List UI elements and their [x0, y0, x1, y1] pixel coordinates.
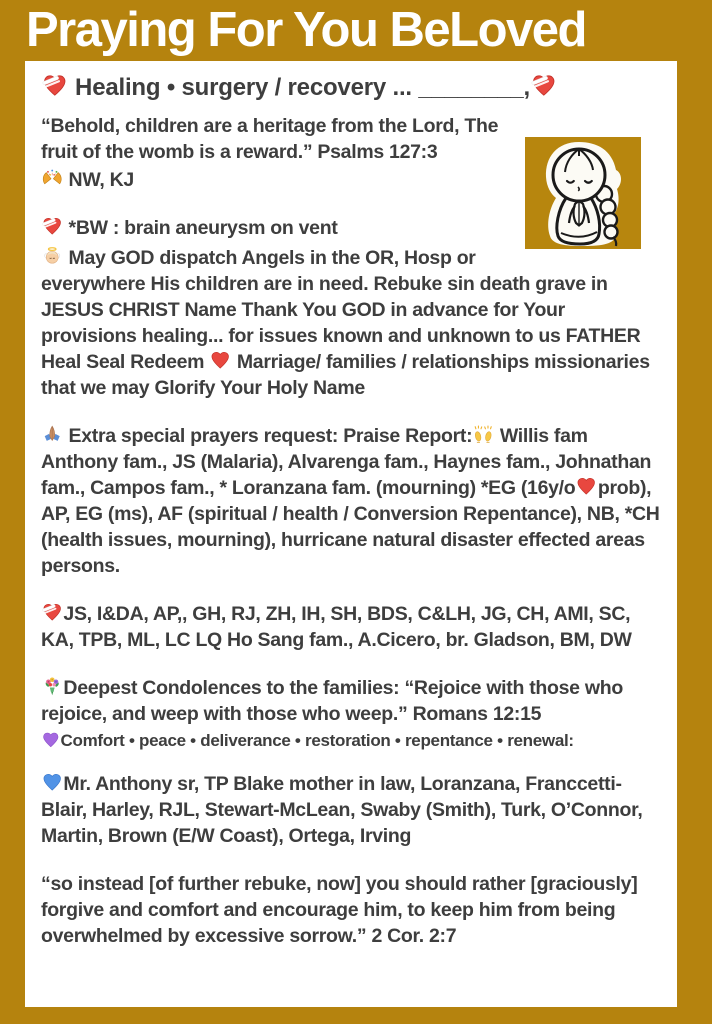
purple-heart-icon — [41, 731, 61, 749]
text-segment: “so instead [of further rebuke, now] you should rather [graciously] forgive and comfort and encourage him, to keep him from being overwhelmed by excessive sorrow.” 2 Cor. 2:7 — [41, 873, 638, 947]
mending-heart-icon — [41, 602, 63, 622]
text-segment: Mr. Anthony sr, TP Blake mother in law, Loranzana, Franccetti- Blair, Harley, RJL, Stewart-McLean, Swaby (Smith), Turk, O’Connor, Martin, Brown (E/W Coast), Ortega, Irving — [41, 773, 643, 847]
praying-girl-image — [525, 137, 641, 249]
confetti-ball-icon — [41, 168, 63, 188]
may-god-dispatch-paragraph — [41, 245, 661, 401]
text-segment: Marriage/ families / relationships missionaries that we may Glorify Your Holy Name — [41, 351, 650, 399]
raising-hands-icon — [472, 424, 494, 444]
text-segment: May GOD dispatch Angels in the OR, Hosp or everywhere His children are in need. Rebuke sin death grave in JESUS CHRIST Name Thank You GOD in advance for Your provisions healing... for issues known and unknown to us FATHER Heal Seal Redeem — [41, 247, 641, 373]
blue-heart-icon — [41, 772, 63, 792]
mending-heart-icon — [530, 73, 558, 98]
baby-angel-icon — [41, 246, 63, 266]
folded-hands-icon — [41, 424, 63, 444]
text-segment: Comfort • peace • deliverance • restoration • repentance • renewal: — [60, 731, 574, 750]
red-heart-icon — [209, 350, 231, 370]
initials-list-paragraph — [41, 601, 661, 653]
text-segment: Extra special prayers request: Praise Report: — [63, 425, 473, 447]
text-segment: Healing • surgery / recovery ... ________, — [68, 74, 530, 101]
extra-special-prayers-paragraph — [41, 423, 661, 579]
text-segment: NW, KJ — [63, 169, 134, 191]
text-segment: “Behold, children are a heritage from the Lord, The fruit of the womb is a reward.” Psalms 127:3 — [41, 115, 499, 163]
red-heart-icon — [575, 476, 597, 496]
mending-heart-icon — [41, 216, 63, 236]
corinthians-quote — [41, 871, 661, 949]
bouquet-icon — [41, 676, 63, 696]
prayer-card — [25, 61, 677, 1007]
text-segment: *BW : brain aneurysm on vent — [63, 217, 338, 239]
text-segment: Willis fam Anthony fam., JS (Malaria), Alvarenga fam., Haynes fam., Johnathan fam., Campos fam., * Loranzana fam. (mourning) *EG (16y/o — [41, 425, 652, 499]
condolences-paragraph — [41, 675, 661, 727]
page-title: Praying For You BeLoved — [26, 3, 586, 57]
comfort-peace-line — [41, 729, 661, 753]
text-segment: Deepest Condolences to the families: “Rejoice with those who rejoice, and weep with those who weep.” Romans 12:15 — [41, 677, 623, 725]
text-segment: JS, I&DA, AP,, GH, RJ, ZH, IH, SH, BDS, C&LH, JG, CH, AMI, SC, KA, TPB, ML, LC LQ Ho Sang fam., A.Cicero, br. Gladson, BM, DW — [41, 603, 632, 651]
text-segment: prob), AP, EG (ms), AF (spiritual / health / Conversion Repentance), NB, *CH (health issues, mourning), hurricane natural disaster effected areas persons. — [41, 477, 660, 577]
mending-heart-icon — [41, 73, 69, 98]
blue-heart-names-paragraph — [41, 771, 661, 849]
healing-heading — [41, 73, 661, 103]
